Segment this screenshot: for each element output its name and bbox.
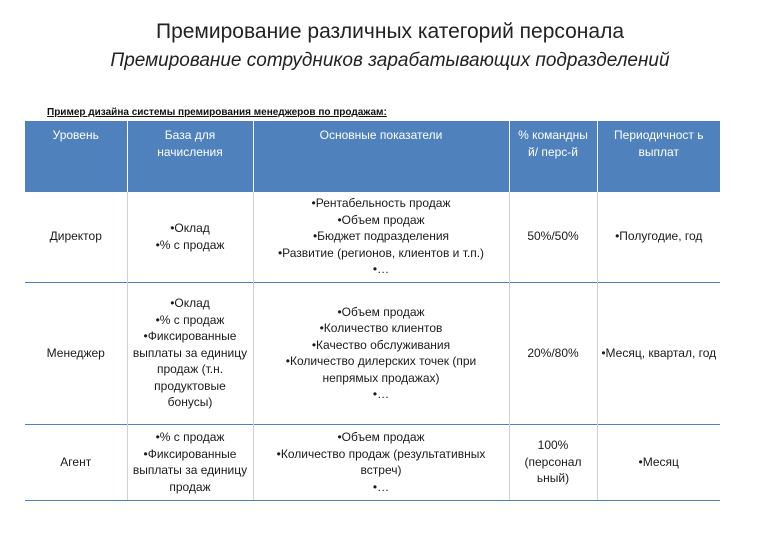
period-cell: •Месяц [597,424,720,500]
header-indicators: Основные показатели [253,121,509,191]
indicator-item: •Количество продаж (результативных встреч) [276,446,486,477]
page-title: Премирование различных категорий персонала [155,20,625,43]
indicator-item: •Количество дилерских точек (при непрямых продажах) [285,354,477,385]
table-row [25,424,720,500]
table-header-row [25,121,720,191]
indicator-item: •Бюджет подразделения [312,229,450,244]
bonus-design-table [25,121,720,501]
base-item: •Оклад [170,221,210,235]
page-subtitle: Премирование сотрудников зарабатывающих подразделений [110,50,670,71]
base-item: •Фиксированные выплаты за единицу продаж (т.н. продуктовые бонусы) [132,329,248,410]
period-cell: •Полугодие, год [597,191,720,282]
indicators-cell [253,282,509,424]
level-cell: Агент [25,424,127,500]
share-cell: 50%/50% [509,191,597,282]
table-row [25,191,720,282]
indicator-item: •Рентабельность продаж [311,196,451,211]
level-cell: Директор [25,191,127,282]
table-caption: Пример дизайна системы премирования менеджеров по продажам: [47,107,387,118]
table-row [25,282,720,424]
base-item: •% с продаж [155,237,225,252]
base-item: •Фиксированные выплаты за единицу продаж [132,446,248,494]
indicator-item: •Качество обслуживания [311,337,451,352]
share-cell: 100% (персонал ьный) [509,424,597,500]
base-item: •% с продаж [155,430,225,444]
base-item: •% с продаж [155,312,225,327]
base-cell [127,282,253,424]
indicator-item: •… [372,262,390,277]
header-base: База для начисления [127,121,253,191]
base-item: •Оклад [170,296,210,311]
indicators-cell [253,424,509,500]
indicator-item: •… [372,387,390,401]
indicator-item: •… [372,479,390,494]
header-share: % командны й/ перс-й [509,121,597,191]
header-period: Периодичност ь выплат [597,121,720,191]
indicator-item: •Объем продаж [337,430,425,444]
share-cell: 20%/80% [509,282,597,424]
indicator-item: •Объем продаж [337,304,425,319]
period-cell: •Месяц, квартал, год [597,282,720,424]
indicator-item: •Развитие (регионов, клиентов и т.п.) [277,245,485,260]
base-cell [127,424,253,500]
indicator-item: •Объем продаж [337,212,425,227]
base-cell [127,191,253,282]
indicators-cell [253,191,509,282]
header-level: Уровень [25,121,127,191]
level-cell: Менеджер [25,282,127,424]
indicator-item: •Количество клиентов [319,321,443,335]
